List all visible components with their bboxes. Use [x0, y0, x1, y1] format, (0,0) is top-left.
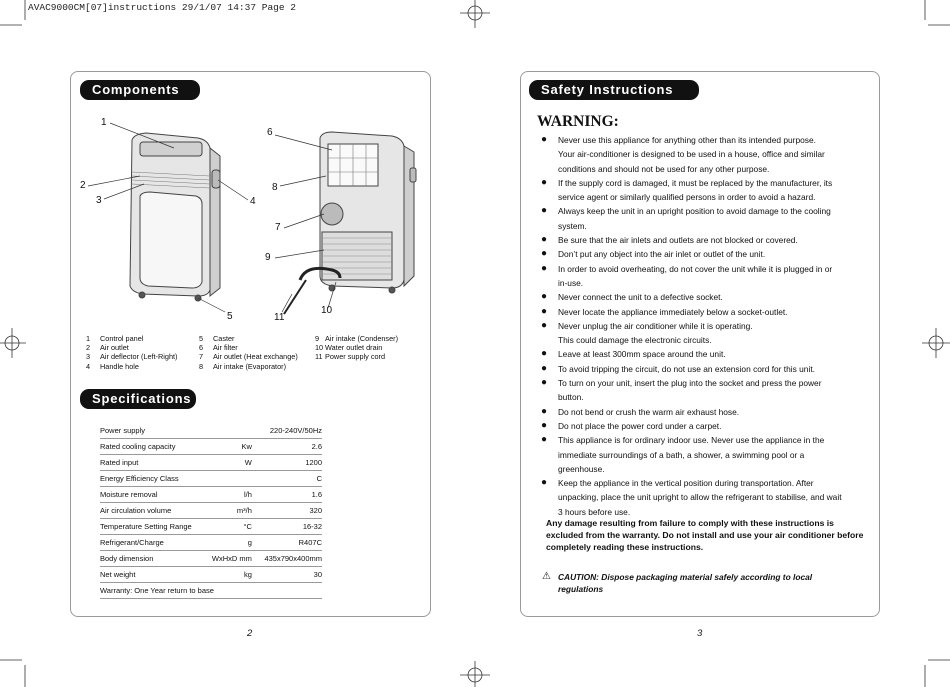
list-item-text: Never use this appliance for anything other than its intended purpose.	[558, 135, 816, 145]
list-item-text: Do not place the power cord under a carpet.	[558, 420, 722, 431]
table-row: Power supply 220-240V/50Hz	[100, 423, 322, 439]
specifications-title: Specifications	[80, 389, 196, 409]
bullet-icon: ●	[541, 405, 548, 417]
components-title: Components	[80, 80, 200, 100]
legend-item: 4 Handle hole	[86, 361, 139, 371]
list-item-continuation: system.	[558, 220, 587, 231]
callout-5: 5	[227, 311, 233, 322]
bullet-icon: ●	[541, 205, 548, 217]
list-item-text: To avoid tripping the circuit, do not use an extension cord for this unit.	[558, 363, 815, 374]
list-item-text: Never locate the appliance immediately below a socket-outlet.	[558, 306, 788, 317]
callout-7: 7	[275, 222, 281, 233]
table-row: Net weight kg 30	[100, 567, 322, 583]
legend-item: 9 Air intake (Condenser)	[315, 334, 399, 343]
safety-title: Safety Instructions	[529, 80, 699, 100]
table-row: Energy Efficiency Class C	[100, 471, 322, 487]
list-item-text: Never unplug the air conditioner while it is operating.	[558, 320, 753, 331]
print-header: AVAC9000CM[07]instructions 29/1/07 14:37 Page 2	[28, 2, 296, 13]
legend-item: 1 Control panel	[86, 334, 144, 343]
rear-view-unit	[284, 132, 416, 314]
list-item-text: Leave at least 300mm space around the unit.	[558, 349, 726, 360]
callout-1: 1	[101, 117, 107, 128]
list-item-continuation: service agent or similarly qualified persons in order to avoid a hazard.	[558, 192, 816, 203]
table-row: Moisture removal l/h 1.6	[100, 487, 322, 503]
components-legend-col-3	[315, 334, 398, 362]
list-item	[540, 348, 870, 361]
specifications-table	[100, 423, 322, 599]
table-row: Rated cooling capacity Kw 2.6	[100, 439, 322, 455]
list-item-text: Don’t put any object into the air inlet or outlet of the unit.	[558, 249, 766, 260]
legend-item: 10 Water outlet drain	[315, 343, 383, 353]
table-row: Rated input W 1200	[100, 455, 322, 471]
bullet-icon: ●	[541, 419, 548, 431]
list-item	[540, 406, 870, 419]
list-item-text: To turn on your unit, insert the plug into the socket and press the power	[558, 378, 822, 389]
callout-11: 11	[274, 312, 285, 323]
table-row: Temperature Setting Range °C 16-32	[100, 519, 322, 535]
bullet-icon: ●	[541, 134, 548, 145]
legend-item: 5 Caster	[199, 334, 235, 343]
list-item	[540, 205, 870, 218]
page-number-right: 3	[697, 628, 703, 639]
list-item-continuation: unpacking, place the unit upright to allow the refrigerant to stabilise, and wait	[558, 492, 842, 503]
bullet-icon: ●	[541, 377, 548, 389]
page-number-left: 2	[247, 628, 253, 639]
list-item	[540, 248, 870, 261]
bullet-icon: ●	[541, 434, 548, 446]
list-item-text: Do not bend or crush the warm air exhaust hose.	[558, 406, 740, 417]
warning-heading: WARNING:	[537, 113, 619, 130]
bullet-icon: ●	[541, 477, 548, 489]
safety-bullet-list	[540, 134, 870, 520]
list-item-text: This appliance is for ordinary indoor use. Never use the appliance in the	[558, 435, 825, 446]
list-item-continuation: Your air-conditioner is designed to be used in a house, office and similar	[558, 149, 825, 160]
bullet-icon: ●	[541, 348, 548, 360]
list-item-continuation: conditions and should not be used for any other purpose.	[558, 163, 770, 174]
bullet-icon: ●	[541, 319, 548, 331]
list-item-text: In order to avoid overheating, do not cover the unit while it is plugged in or	[558, 263, 833, 274]
bullet-icon: ●	[541, 362, 548, 374]
callout-2: 2	[80, 180, 86, 191]
list-item	[540, 377, 870, 390]
components-legend-col-1	[86, 334, 177, 371]
table-row: Refrigerant/Charge g R407C	[100, 535, 322, 551]
bullet-icon: ●	[541, 262, 548, 274]
unit-illustration	[70, 100, 430, 330]
list-item-continuation: button.	[558, 392, 584, 403]
list-item-continuation: 3 hours before use.	[558, 506, 631, 517]
bullet-icon: ●	[541, 248, 548, 260]
list-item	[540, 234, 870, 247]
list-item-text: Keep the appliance in the vertical position during transportation. After	[558, 478, 814, 489]
list-item-continuation: This could damage the electronic circuits.	[558, 335, 712, 346]
list-item-continuation: greenhouse.	[558, 463, 605, 474]
list-item	[540, 134, 870, 147]
list-item-text: Never connect the unit to a defective socket.	[558, 292, 723, 303]
callout-4: 4	[250, 196, 256, 207]
list-item-continuation: in-use.	[558, 277, 584, 288]
callout-10: 10	[321, 305, 333, 316]
list-item	[540, 177, 870, 190]
bullet-icon: ●	[541, 305, 548, 317]
list-item	[540, 477, 870, 490]
warning-triangle-icon: ⚠	[542, 571, 551, 582]
list-item	[540, 420, 870, 433]
bullet-icon: ●	[541, 234, 548, 246]
table-row: Body dimension WxHxD mm 435x790x400mm	[100, 551, 322, 567]
legend-item: 2 Air outlet	[86, 343, 129, 353]
legend-item: 6 Air filter	[199, 343, 238, 353]
bullet-icon: ●	[541, 176, 548, 188]
list-item	[540, 263, 870, 276]
legend-item: 8 Air intake (Evaporator)	[199, 361, 286, 371]
legend-item: 11 Power supply cord	[315, 352, 386, 362]
callout-3: 3	[96, 195, 102, 206]
table-row: Warranty: One Year return to base	[100, 583, 322, 599]
callout-9: 9	[265, 252, 271, 263]
list-item-text: If the supply cord is damaged, it must be replaced by the manufacturer, its	[558, 177, 833, 188]
list-item	[540, 363, 870, 376]
list-item	[540, 434, 870, 447]
damage-notice: Any damage resulting from failure to comply with these instructions is excluded from the warranty. Do not install and use your air conditioner before completely reading these instructions.	[546, 518, 864, 552]
caution-note: ⚠ CAUTION: Dispose packaging material safely according to local regulations	[542, 571, 813, 594]
bullet-icon: ●	[541, 291, 548, 303]
list-item	[540, 291, 870, 304]
list-item-text: Always keep the unit in an upright position to avoid damage to the cooling	[558, 206, 831, 217]
front-view-unit	[130, 133, 220, 301]
legend-item: 3 Air deflector (Left-Right)	[86, 352, 178, 362]
list-item	[540, 320, 870, 333]
callout-8: 8	[272, 182, 278, 193]
legend-item: 7 Air outlet (Heat exchange)	[199, 352, 298, 362]
components-legend-col-2	[199, 334, 298, 371]
list-item-text: Be sure that the air inlets and outlets are not blocked or covered.	[558, 235, 798, 246]
list-item-continuation: immediate surroundings of a bath, a shower, a swimming pool or a	[558, 449, 805, 460]
callout-6: 6	[267, 127, 273, 138]
table-row: Air circulation volume m³/h 320	[100, 503, 322, 519]
list-item	[540, 306, 870, 319]
